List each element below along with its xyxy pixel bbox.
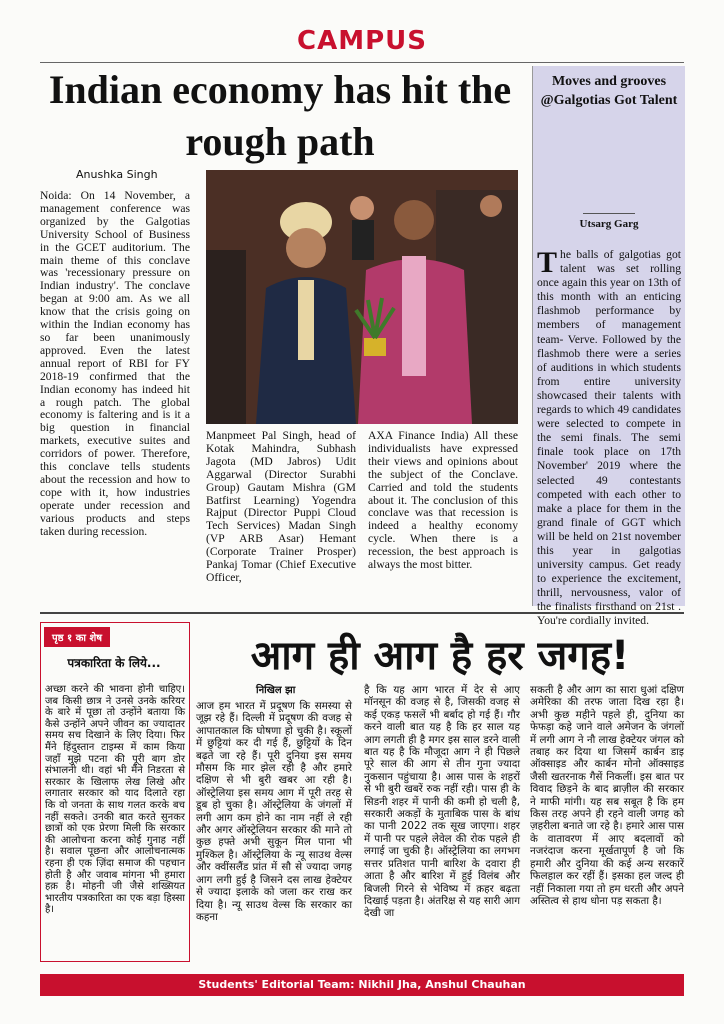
sidebar-rule bbox=[583, 213, 635, 214]
event-photo-illustration bbox=[206, 170, 518, 424]
hindi-col2: है कि यह आग भारत में देर से आए मॉनसून की वजह से है, जिसकी वजह से कई एकड़ फसलें भी बर्बाद हो गई हैं। गौर करने वाली बात यह है कि हर साल यह आग लगती ही है मगर इस साल डरने वाली बात यह है कि मौजूदा आग ने ही पिछले पूरे साल की आग से तीन गुना ज्यादा नुकसान पहुंचाया है। आस पास के शहरों से भी बुरी खबरें रुक नहीं रही। पास ही के सिडनी शहर में पानी की कमी हो चली है, सरकारी अकड़ों के मुताबिक पास के बांध का पानी 2022 तक सूख जाएगा। शहर में पानी पर पहले लेवेल की रोक पहले ही लगाई जा चुकी है। ऑस्ट्रेलिया का लगभग सत्तर प्रतिशत पानी बारिश के दवारा ही आता है और बारिश में हुई विलंब और बिजली गिरने से भेविष्य में क़हर बढ़ता दिखाई पड़ता है। अंतरिक्ष से यह सारी आग देखी जा bbox=[364, 684, 520, 920]
hindi-byline: निखिल झा bbox=[256, 685, 296, 696]
main-byline: Anushka Singh bbox=[76, 168, 158, 181]
hindi-col1: आज हम भारत में प्रदूषण कि समस्या से जूझ रहे हैं। दिल्ली में प्रदूषण की वजह से आपातकाल कि घोषणा हो चुकी है। स्कूलों में छुट्टियां कर दी गई हैं, छुट्टियों के दिन बढ़ते जा रहे हैं। पूरी दुनिया इस समय मौसम कि मार झेल रही है और हमारे दक्षिण से भी बुरी खबर आ रही है। ऑस्ट्रेलिया इस समय आग में पूरी तरह से डूब हो चुका है। ऑस्ट्रेलिया के जंगलों में लगी आग कम होने का नाम नहीं ले रही और अगर ऑस्ट्रेलियन सरकार की माने तो कुछ हफ्ते अभी सुकून मिल पाना भी मुश्किल है। ऑस्ट्रेलिया के न्यू साउथ वेल्स और क्वींसलैंड प्रांत में सौ से ज्यादा जगह आग लगी हुई है जिसने दस लाख हेक्टेयर से ज्यादा इलाके को जला कर राख कर दिया है। न्यू साउथ वेल्स कि सरकार का कहना bbox=[196, 700, 352, 923]
hindi-col3: सकती है और आग का सारा धुआं दक्षिण अमेरिका की तरफ जाता दिख रहा है। अभी कुछ महीने पहले ही, दुनिया का फेफड़ा कहे जाने वाले अमेजन के जंगलों में लगी आग ने नौ लाख हेक्टेयर जंगल को तबाह कर दिया था जिसमें कार्बन डाइ ऑक्साइड और कार्बन मोनो ऑक्साइड जैसी खतरनाक गैसें निकलीं। इस बात पर विवाद छिड़ने के बाद ब्राज़ील की सरकार ने माफी मांगी। यह सब सबूत है कि हम किस तरह अपने ही रहने वाली जगह को ज़हरीला बनाते जा रहे है। हमारे आस पास के वातावरण में आए बदलावों को नजरंदाज करना मूर्खतापूर्ण है जो कि हमारी और दुनिया की कई अन्य सरकारें फिलहाल कर रहीं हैं। इसका हल जल्द ही नहीं निकाला गया तो हम धरती और अपने अस्तित्व से हाथ धोना पड़ सकता है। bbox=[530, 684, 684, 907]
dropcap: T bbox=[537, 246, 558, 279]
section-divider bbox=[40, 612, 684, 614]
main-article-col2: Manpmeet Pal Singh, head of Kotak Mahindra, Subhash Jagota (MD Jabros) Udit Aggarwal (Director Surabhi Group) Gautam Mishra (GM Batfirst Learning) Yogendra Rajput (Director Puppi Cloud Tech Services) Madan Singh (VP ARB Asar) Hemant (Corporate Trainer Prosper) Pankaj Tomar (Chief Executive Officer, bbox=[206, 429, 356, 584]
sidebar-story bbox=[532, 66, 685, 628]
sidebar-title: Moves and grooves @Galgotias Got Talent bbox=[540, 74, 678, 108]
continued-body: अच्छा करने की भावना होनी चाहिए। जब किसी छात्र ने उनसे उनके करियर के बारे में पूछा तो उन्होंने बताया कि कैसे उन्होंने अपने जीवन का ज्यादातर समय सच दिखाने के लिए दिया। फिर मैंने हिंदुस्तान टाइम्स में काम किया जहाँ मुझे पटना की पूरी बाग डोर संभालनी थी। वहां भी मैंने निडरता से सरकार के खिलाफ लेख लिखे और लगातार सरकार को याद दिलाते रहा कि वो जनता के साथ गलत करके बच नहीं सकते। उनकी बात करते सुनकर छात्रों को एक प्रेरणा मिली कि सरकार की आलोचना करना कोई गुनाह नहीं है। सवाल पूछना और आलोचनात्मक रहना ही एक ज़िंदा समाज की पहचान होती है और जवाब मांगना भी हमारा हक़ है। मोहनी जी जैसे शख्सियत भारतीय पत्रकारिता का एक बड़ा हिस्सा है। bbox=[45, 684, 185, 916]
continued-title: पत्रकारिता के लिये... bbox=[67, 656, 161, 670]
hindi-headline: आग ही आग है हर जगह! bbox=[250, 633, 630, 679]
sidebar-author: Utsarg Garg bbox=[579, 218, 639, 230]
main-article-col3: AXA Finance India) All these individualists have expressed their views and opinions about the subject of the Conclave. Carried and told the students about it. The conclusion of this conclave was that recession is indeed a healthy economy cycle. When there is a recession, the best approach is always the most bitter. bbox=[368, 429, 518, 572]
top-rule bbox=[40, 62, 684, 63]
main-headline: Indian economy has hit the rough path bbox=[48, 67, 512, 164]
main-article-col1: Noida: On 14 November, a management conference was organized by the Galgotias University School of Business in the GCET auditorium. The main theme of this conclave was 'recessionary pressure on Indian industry'. The conclave began at 9:00 am. As we all know that the crisis going on within the Indian economy has so far been unanimously approved. Even the latest annual report of RBI for FY 2018-19 confirmed that the Indian economy has indeed hit a rough patch. The global economy is faltering and is it a big question in financial markets, executive suites and corridors of power. Therefore, this conclave tells students about the recession and how to cope with it, how industries operate under recession and various products and steps taken during recession. bbox=[40, 189, 190, 538]
footer-credits: Students' Editorial Team: Nikhil Jha, Anshul Chauhan bbox=[40, 974, 684, 996]
event-photo bbox=[206, 170, 518, 424]
sidebar-body bbox=[537, 248, 681, 629]
masthead: CAMPUS bbox=[297, 26, 427, 56]
sidebar-body-text: he balls of galgotias got talent was set rolling once again this year on 13th of this month with an enticing flashmob performance by members of management team- Verve. Followed by the flashmob there were a series of auditions in which students from entire university showcased their talents with regards to which 49 candidates were selected to compete in the semi finals. The semi finale took place on 17th November' 2019 where the selected 49 contestants competed with each other to make a place for them in the grand finale of GGT which will be held on 21st november this year in galgotias university campus. Get ready to experience the excitement, thrill, nervousness, valor of the finalists firsthand on 21st . You're cordially invited. bbox=[537, 248, 681, 628]
continued-tag: पृष्ठ १ का शेष bbox=[44, 627, 110, 647]
